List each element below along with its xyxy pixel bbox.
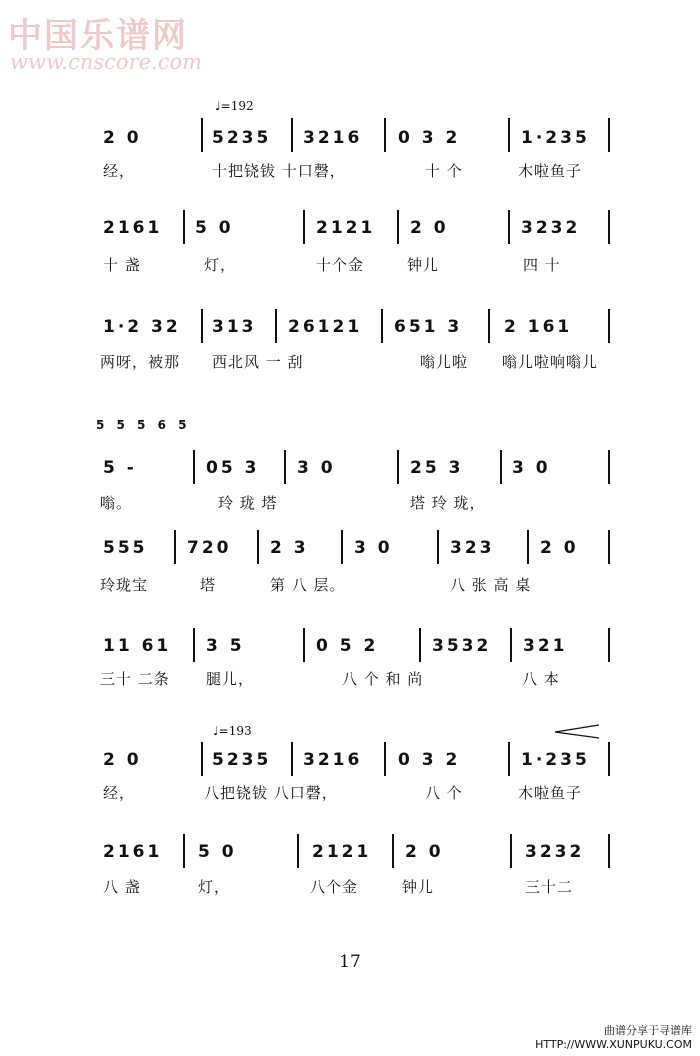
tempo-mark: ♩=192	[215, 99, 254, 113]
barline	[608, 450, 610, 484]
note-group: 25 3	[410, 458, 464, 478]
lyric-line	[0, 492, 700, 518]
notation-line	[0, 636, 700, 666]
note-group: 2121	[312, 842, 372, 862]
lyric-text: 木啦鱼子	[518, 162, 583, 180]
lyric-text: 八 本	[522, 670, 560, 688]
lyric-text: 塔	[200, 576, 217, 594]
note-group: 5 -	[103, 458, 137, 478]
note-group: 2161	[103, 218, 163, 238]
barline	[437, 530, 439, 564]
barline	[397, 210, 399, 244]
note-group: 2121	[316, 218, 376, 238]
lyric-text: 八 个	[425, 784, 463, 802]
lyric-line	[0, 782, 700, 808]
note-group: 3532	[432, 636, 492, 656]
barline	[297, 834, 299, 868]
watermark-url: www.cnscore.com	[10, 50, 203, 74]
note-group: 1·235	[521, 750, 590, 770]
lyric-text: 嗡儿啦响嗡儿	[502, 353, 599, 371]
lyric-text: 嗡儿啦	[420, 353, 469, 371]
footer-link[interactable]: HTTP://WWW.XUNPUKU.COM	[535, 1038, 692, 1051]
barline	[174, 530, 176, 564]
note-group: 2 161	[504, 317, 573, 337]
lyric-text: 八 个 和 尚	[342, 670, 424, 688]
barline	[257, 530, 259, 564]
lyric-text: 十 盏	[103, 256, 141, 274]
notation-line	[0, 218, 700, 248]
note-group: 323	[450, 538, 495, 558]
note-group: 313	[212, 317, 257, 337]
note-group: 2 0	[103, 128, 142, 148]
note-group: 2161	[103, 842, 163, 862]
barline	[419, 628, 421, 662]
note-group: 3 0	[512, 458, 551, 478]
barline	[508, 210, 510, 244]
note-group: 3 5	[206, 636, 245, 656]
note-group: 651 3	[394, 317, 463, 337]
lyric-text: 十 个	[425, 162, 463, 180]
barline	[608, 210, 610, 244]
page-number: 17	[339, 952, 361, 972]
barline	[275, 309, 277, 343]
note-group: 3232	[521, 218, 581, 238]
lyric-line	[0, 876, 700, 902]
barline	[488, 309, 490, 343]
lyric-text: 两呀，被那	[100, 353, 181, 371]
note-group: 1·235	[521, 128, 590, 148]
lyric-line	[0, 254, 700, 280]
note-group: 5 0	[198, 842, 237, 862]
lyric-text: 塔 玲 珑，	[410, 494, 486, 512]
lyric-text: 经，	[103, 784, 136, 802]
footer-credit	[535, 1024, 692, 1052]
lyric-text: 四 十	[523, 256, 561, 274]
barline	[193, 628, 195, 662]
barline	[508, 742, 510, 776]
lyric-line	[0, 668, 700, 694]
note-group: 5 0	[195, 218, 234, 238]
lyric-text: 三十二	[525, 878, 574, 896]
barline	[183, 834, 185, 868]
lyric-line	[0, 160, 700, 186]
barline	[500, 450, 502, 484]
note-group: 5235	[212, 750, 272, 770]
barline	[284, 450, 286, 484]
note-group: 2 0	[410, 218, 449, 238]
lyric-line	[0, 574, 700, 600]
notation-line	[0, 317, 700, 347]
lyric-text: 经，	[103, 162, 136, 180]
lyric-text: 玲珑宝	[100, 576, 149, 594]
lyric-text: 十个金	[316, 256, 365, 274]
note-group: 321	[523, 636, 568, 656]
barline	[608, 834, 610, 868]
barline	[303, 210, 305, 244]
barline	[183, 210, 185, 244]
barline	[608, 530, 610, 564]
note-group: 26121	[288, 317, 363, 337]
lyric-text: 钟儿	[402, 878, 435, 896]
barline	[608, 742, 610, 776]
note-group: 3216	[303, 128, 363, 148]
note-group: 05 3	[206, 458, 260, 478]
lyric-line	[0, 351, 700, 377]
barline	[201, 742, 203, 776]
footer-line-1: 曲谱分享于寻谱库	[604, 1024, 692, 1037]
barline	[608, 628, 610, 662]
lyric-text: 灯，	[204, 256, 237, 274]
lyric-text: 钟儿	[407, 256, 440, 274]
barline	[384, 118, 386, 152]
lyric-text: 木啦鱼子	[518, 784, 583, 802]
note-group: 3 0	[297, 458, 336, 478]
watermark-logo: 中国乐谱网	[8, 16, 188, 56]
barline	[510, 628, 512, 662]
lyric-text: 三十 二条	[100, 670, 170, 688]
lyric-text: 八个金	[310, 878, 359, 896]
barline	[508, 118, 510, 152]
barline	[397, 450, 399, 484]
barline	[201, 309, 203, 343]
lyric-text: 玲 珑 塔	[218, 494, 278, 512]
grace-note-bracket: 5 5 5 6 5	[96, 418, 191, 432]
note-group: 3 0	[354, 538, 393, 558]
barline	[381, 309, 383, 343]
note-group: 0 5 2	[316, 636, 379, 656]
barline	[291, 742, 293, 776]
barline	[341, 530, 343, 564]
note-group: 2 0	[405, 842, 444, 862]
notation-line	[0, 538, 700, 568]
barline	[608, 309, 610, 343]
note-group: 0 3 2	[398, 750, 461, 770]
barline	[201, 118, 203, 152]
note-group: 5235	[212, 128, 272, 148]
lyric-text: 腿儿，	[206, 670, 255, 688]
note-group: 2 0	[540, 538, 579, 558]
barline	[193, 450, 195, 484]
note-group: 11 61	[103, 636, 172, 656]
note-group: 1·2 32	[103, 317, 181, 337]
barline	[510, 834, 512, 868]
lyric-text: 灯，	[198, 878, 231, 896]
crescendo-mark	[555, 724, 601, 740]
note-group: 555	[103, 538, 148, 558]
barline	[384, 742, 386, 776]
barline	[303, 628, 305, 662]
lyric-text: 八把铙钹 八口磬，	[204, 784, 338, 802]
lyric-text: 西北风 一 刮	[212, 353, 304, 371]
barline	[608, 118, 610, 152]
lyric-text: 嗡。	[100, 494, 133, 512]
note-group: 2 3	[270, 538, 309, 558]
note-group: 3216	[303, 750, 363, 770]
lyric-text: 第 八 层。	[270, 576, 346, 594]
note-group: 0 3 2	[398, 128, 461, 148]
lyric-text: 十把铙钹 十口磬，	[212, 162, 346, 180]
barline	[291, 118, 293, 152]
notation-line	[0, 128, 700, 158]
notation-line	[0, 458, 700, 488]
notation-line	[0, 842, 700, 872]
tempo-mark: ♩=193	[213, 724, 252, 738]
note-group: 2 0	[103, 750, 142, 770]
lyric-text: 八 张 高 桌	[450, 576, 532, 594]
lyric-text: 八 盏	[103, 878, 141, 896]
barline	[527, 530, 529, 564]
note-group: 720	[187, 538, 232, 558]
barline	[392, 834, 394, 868]
note-group: 3232	[525, 842, 585, 862]
notation-line	[0, 750, 700, 780]
